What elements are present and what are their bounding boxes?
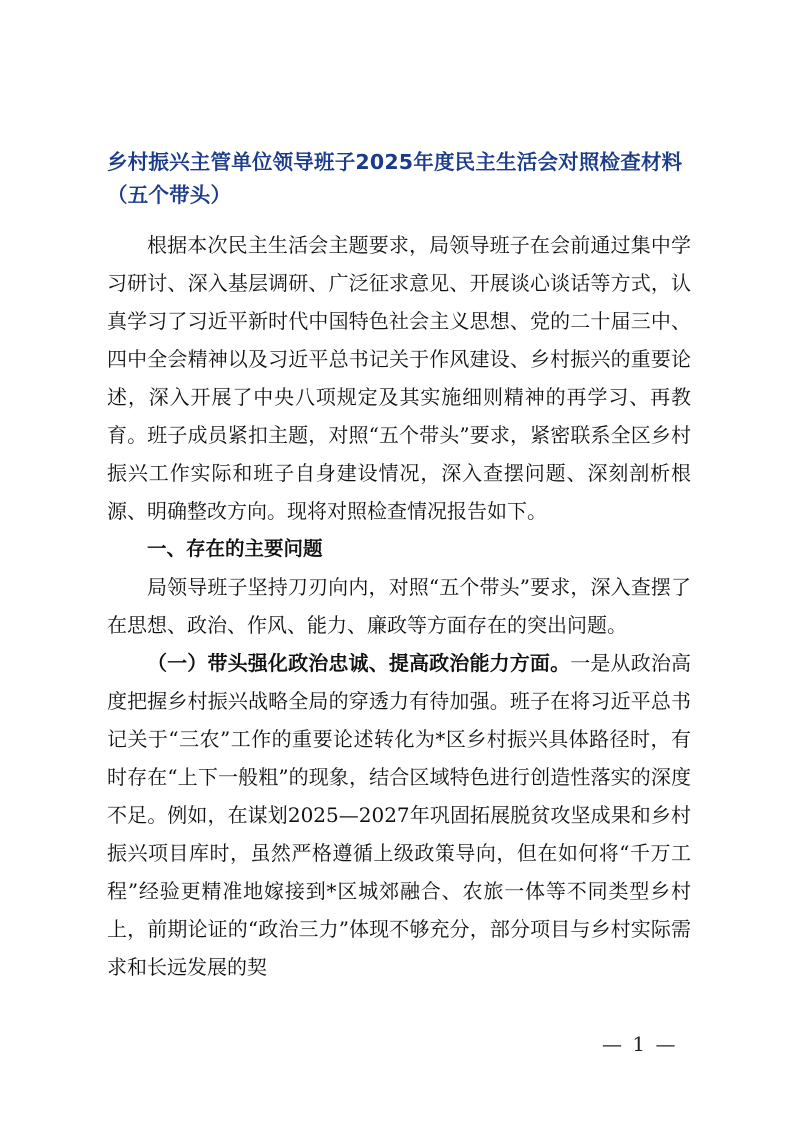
- intro-paragraph: 根据本次民主生活会主题要求，局领导班子在会前通过集中学习研讨、深入基层调研、广泛征求意见、开展谈心谈话等方式，认真学习了习近平新时代中国特色社会主义思想、党的二十届三中、四中全会精神以及习近平总书记关于作风建设、乡村振兴的重要论述，深入开展了中央八项规定及其实施细则精神的再学习、再教育。班子成员紧扣主题，对照“五个带头”要求，紧密联系全区乡村振兴工作实际和班子自身建设情况，深入查摆问题、深刻剖析根源、明确整改方向。现将对照检查情况报告如下。: [107, 233, 691, 523]
- section-heading: 一、存在的主要问题: [147, 537, 323, 560]
- subsection-heading: （一）带头强化政治忠诚、提高政治能力方面。: [147, 651, 571, 675]
- subsection-paragraph: [107, 644, 691, 986]
- page-number: — 1 —: [602, 1032, 678, 1056]
- document-body: [107, 226, 691, 986]
- section-intro-paragraph: 局领导班子坚持刀刃向内，对照“五个带头”要求，深入查摆了在思想、政治、作风、能力、廉政等方面存在的突出问题。: [107, 575, 691, 637]
- document-title: 乡村振兴主管单位领导班子2025年度民主生活会对照检查材料（五个带头）: [107, 150, 683, 207]
- subsection-text: 一是从政治高度把握乡村振兴战略全局的穿透力有待加强。班子在将习近平总书记关于“三农”工作的重要论述转化为*区乡村振兴具体路径时，有时存在“上下一般粗”的现象，结合区域特色进行创造性落实的深度不足。例如，在谋划2025—2027年巩固拓展脱贫攻坚成果和乡村振兴项目库时，虽然严格遵循上级政策导向，但在如何将“千万工程”经验更精准地嫁接到*区城郊融合、农旅一体等不同类型乡村上，前期论证的“政治三力”体现不够充分，部分项目与乡村实际需求和长远发展的契: [107, 651, 692, 979]
